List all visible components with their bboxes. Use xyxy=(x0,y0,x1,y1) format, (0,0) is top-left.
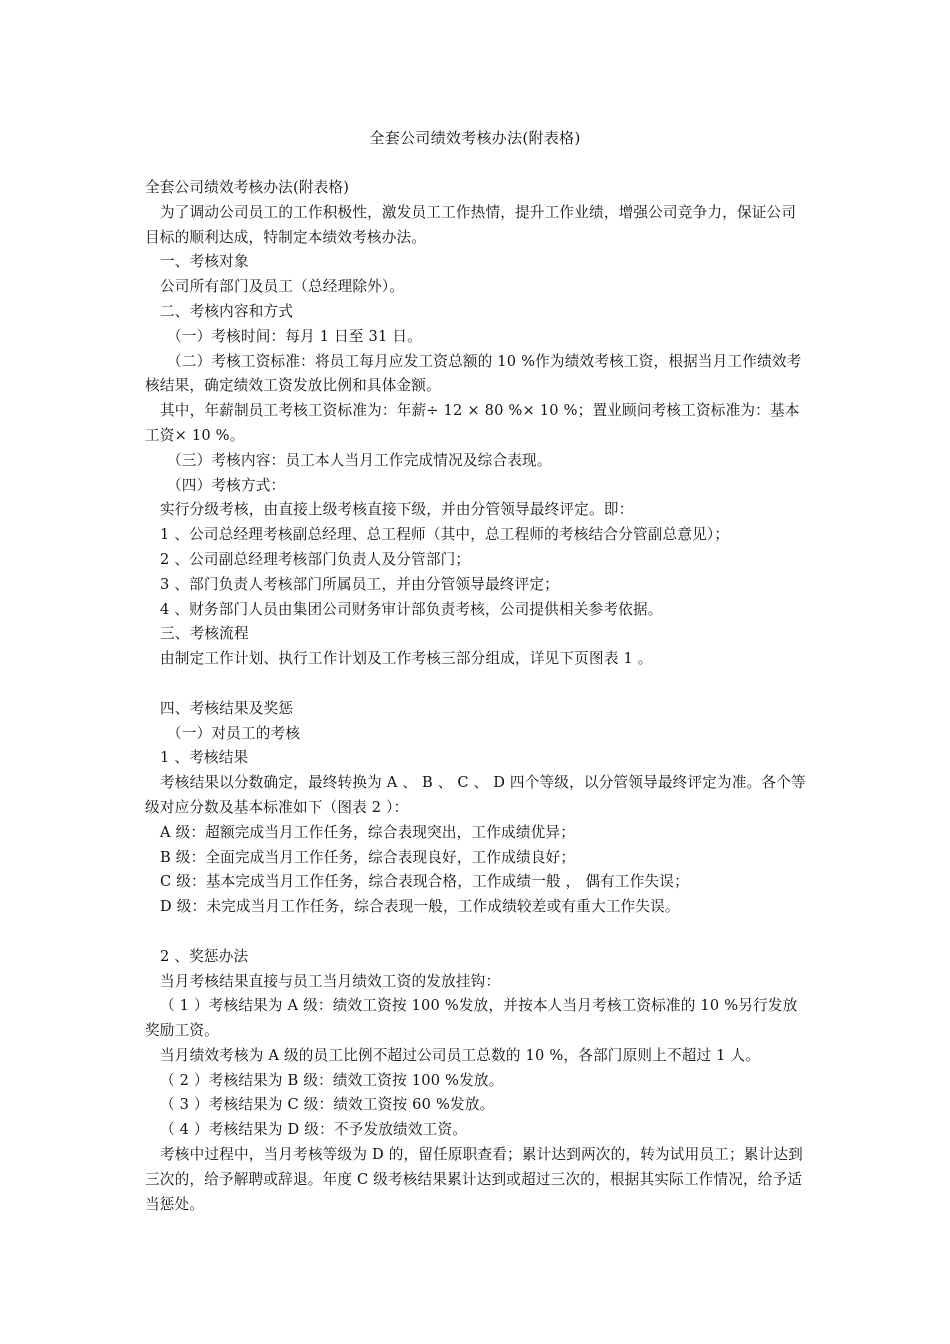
list-item: （ 2 ）考核结果为 B 级：绩效工资按 100 %发放。 xyxy=(160,1071,504,1089)
blank-line xyxy=(145,920,810,945)
section-heading: 三、考核流程 xyxy=(160,625,249,643)
list-item: 1 、公司总经理考核副总经理、总工程师（其中，总工程师的考核结合分管副总意见）； xyxy=(160,526,730,544)
list-item: 3 、部门负责人考核部门所属员工，并由分管领导最终评定； xyxy=(160,575,559,593)
paragraph: （三）考核内容：员工本人当月工作完成情况及综合表现。 xyxy=(167,451,552,469)
paragraph: 公司所有部门及员工（总经理除外）。 xyxy=(160,278,405,296)
paragraph: 由制定工作计划、执行工作计划及工作考核三部分组成，详见下页图表 1 。 xyxy=(160,650,653,668)
subsection-heading: 1 、考核结果 xyxy=(160,749,249,767)
subsection-heading: 2 、奖惩办法 xyxy=(160,947,249,965)
list-item: B 级：全面完成当月工作任务，综合表现良好，工作成绩良好； xyxy=(160,848,576,866)
body-heading: 全套公司绩效考核办法(附表格) xyxy=(145,179,350,196)
section-heading: 四、考核结果及奖惩 xyxy=(160,699,294,717)
paragraph: 当月绩效考核为 A 级的员工比例不超过公司员工总数的 10 %，各部门原则上不超过 1 人。 xyxy=(160,1046,761,1064)
list-item: （ 1 ）考核结果为 A 级：绩效工资按 100 %发放，并按本人当月考核工资标准的 10 %另行发放奖励工资。 xyxy=(145,997,798,1040)
section-heading: 一、考核对象 xyxy=(160,253,249,271)
list-item: 2 、公司副总经理考核部门负责人及分管部门； xyxy=(160,550,471,568)
list-item: D 级：未完成当月工作任务，综合表现一般，工作成绩较差或有重大工作失误。 xyxy=(160,898,680,916)
paragraph: 实行分级考核，由直接上级考核直接下级，并由分管领导最终评定。即： xyxy=(160,501,634,519)
paragraph: 考核中过程中，当月考核等级为 D 的，留任原职查看；累计达到两次的，转为试用员工；累计达到三次的，给予解聘或辞退。年度 C 级考核结果累计达到或超过三次的，根据其实际工作情况，给予适当惩处。 xyxy=(145,1146,803,1213)
section-heading: 二、考核内容和方式 xyxy=(160,302,294,320)
list-item: A 级：超额完成当月工作任务，综合表现突出，工作成绩优异； xyxy=(160,823,576,841)
paragraph: 其中，年薪制员工考核工资标准为：年薪÷ 12 × 80 %× 10 %；置业顾问考核工资标准为：基本工资× 10 %。 xyxy=(145,402,800,444)
intro-paragraph: 为了调动公司员工的工作积极性，激发员工工作热情，提升工作业绩，增强公司竞争力，保证公司目标的顺利达成，特制定本绩效考核办法。 xyxy=(145,203,797,246)
paragraph: （一）考核时间：每月 1 日至 31 日。 xyxy=(167,327,422,345)
blank-line xyxy=(145,672,810,697)
list-item: （ 4 ）考核结果为 D 级：不予发放绩效工资。 xyxy=(160,1121,468,1139)
paragraph: （二）考核工资标准：将员工每月应发工资总额的 10 %作为绩效考核工资，根据当月工作绩效考核结果，确定绩效工资发放比例和具体金额。 xyxy=(145,352,802,395)
document-body xyxy=(145,176,810,1217)
paragraph: 当月考核结果直接与员工当月绩效工资的发放挂钩： xyxy=(160,972,501,990)
paragraph: 考核结果以分数确定，最终转换为 A 、 B 、 C 、 D 四个等级，以分管领导最终评定为准。各个等级对应分数及基本标准如下（图表 2 ）： xyxy=(145,774,806,816)
subsection-heading: （一）对员工的考核 xyxy=(167,724,301,742)
list-item: 4 、财务部门人员由集团公司财务审计部负责考核，公司提供相关参考依据。 xyxy=(160,600,663,618)
list-item: （ 3 ）考核结果为 C 级：绩效工资按 60 %发放。 xyxy=(160,1096,495,1114)
document-title: 全套公司绩效考核办法(附表格) xyxy=(369,129,581,147)
list-item: C 级：基本完成当月工作任务，综合表现合格，工作成绩一般 ， 偶有工作失误； xyxy=(160,873,689,891)
paragraph: （四）考核方式： xyxy=(167,476,286,494)
